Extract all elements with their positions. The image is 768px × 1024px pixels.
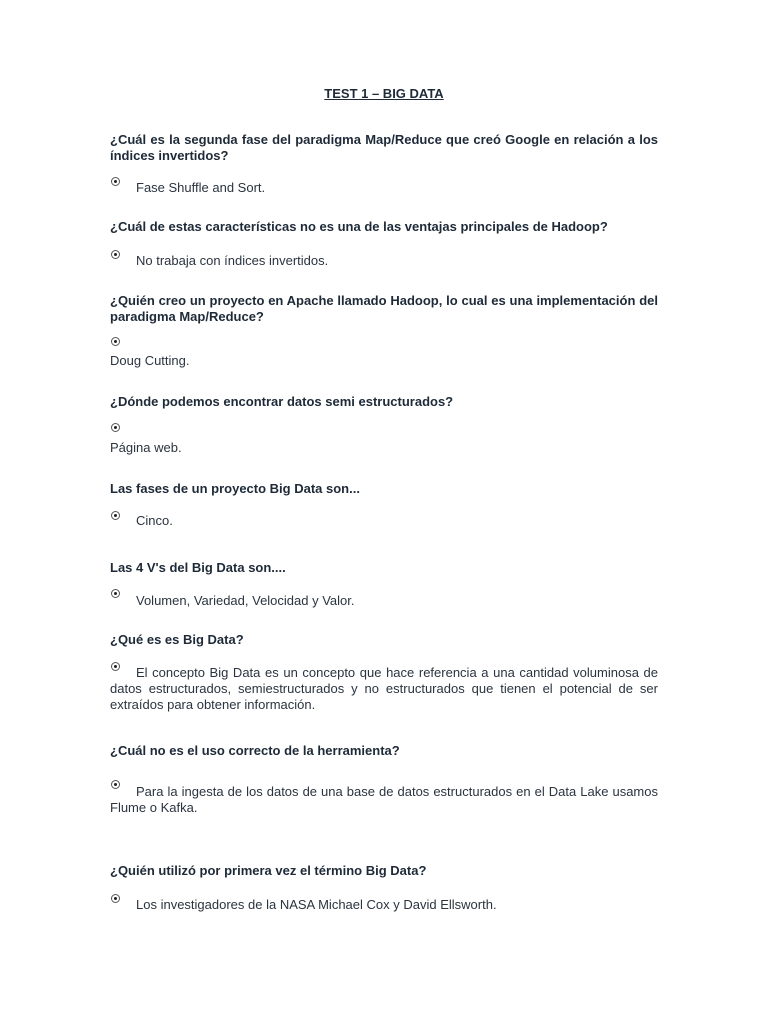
question-7: ¿Qué es es Big Data? bbox=[110, 632, 244, 647]
answer-7-text: El concepto Big Data es un concepto que hace referencia a una cantidad voluminosa de datos estructurados, semiestructurados y no estructurados que tienen el potencial de ser extraídos para obtener información. bbox=[110, 665, 658, 712]
document-title: TEST 1 – BIG DATA bbox=[324, 86, 444, 101]
question-1: ¿Cuál es la segunda fase del paradigma Map/Reduce que creó Google en relación a los índices invertidos? bbox=[110, 132, 658, 163]
answer-6: Volumen, Variedad, Velocidad y Valor. bbox=[136, 593, 355, 608]
question-6: Las 4 V's del Big Data son.... bbox=[110, 560, 286, 575]
question-3: ¿Quién creo un proyecto en Apache llamado Hadoop, lo cual es una implementación del paradigma Map/Reduce? bbox=[110, 293, 658, 324]
answer-8 bbox=[110, 784, 658, 816]
radio-selected-icon[interactable] bbox=[111, 423, 120, 432]
answer-8-text: Para la ingesta de los datos de una base de datos estructurados en el Data Lake usamos Flume o Kafka. bbox=[110, 784, 658, 815]
radio-selected-icon[interactable] bbox=[111, 250, 120, 259]
question-8: ¿Cuál no es el uso correcto de la herramienta? bbox=[110, 743, 400, 758]
radio-selected-icon[interactable] bbox=[111, 589, 120, 598]
radio-selected-icon[interactable] bbox=[111, 894, 120, 903]
question-2: ¿Cuál de estas características no es una de las ventajas principales de Hadoop? bbox=[110, 219, 608, 234]
answer-3: Doug Cutting. bbox=[110, 353, 190, 368]
radio-selected-icon[interactable] bbox=[111, 511, 120, 520]
answer-9: Los investigadores de la NASA Michael Cox y David Ellsworth. bbox=[136, 897, 497, 912]
answer-7 bbox=[110, 665, 658, 713]
question-9: ¿Quién utilizó por primera vez el término Big Data? bbox=[110, 863, 427, 878]
question-4: ¿Dónde podemos encontrar datos semi estructurados? bbox=[110, 394, 454, 409]
radio-selected-icon[interactable] bbox=[111, 337, 120, 346]
question-5: Las fases de un proyecto Big Data son... bbox=[110, 481, 360, 496]
radio-selected-icon[interactable] bbox=[111, 177, 120, 186]
answer-1: Fase Shuffle and Sort. bbox=[136, 180, 266, 195]
answer-2: No trabaja con índices invertidos. bbox=[136, 253, 329, 268]
answer-4: Página web. bbox=[110, 440, 182, 455]
answer-5: Cinco. bbox=[136, 513, 173, 528]
